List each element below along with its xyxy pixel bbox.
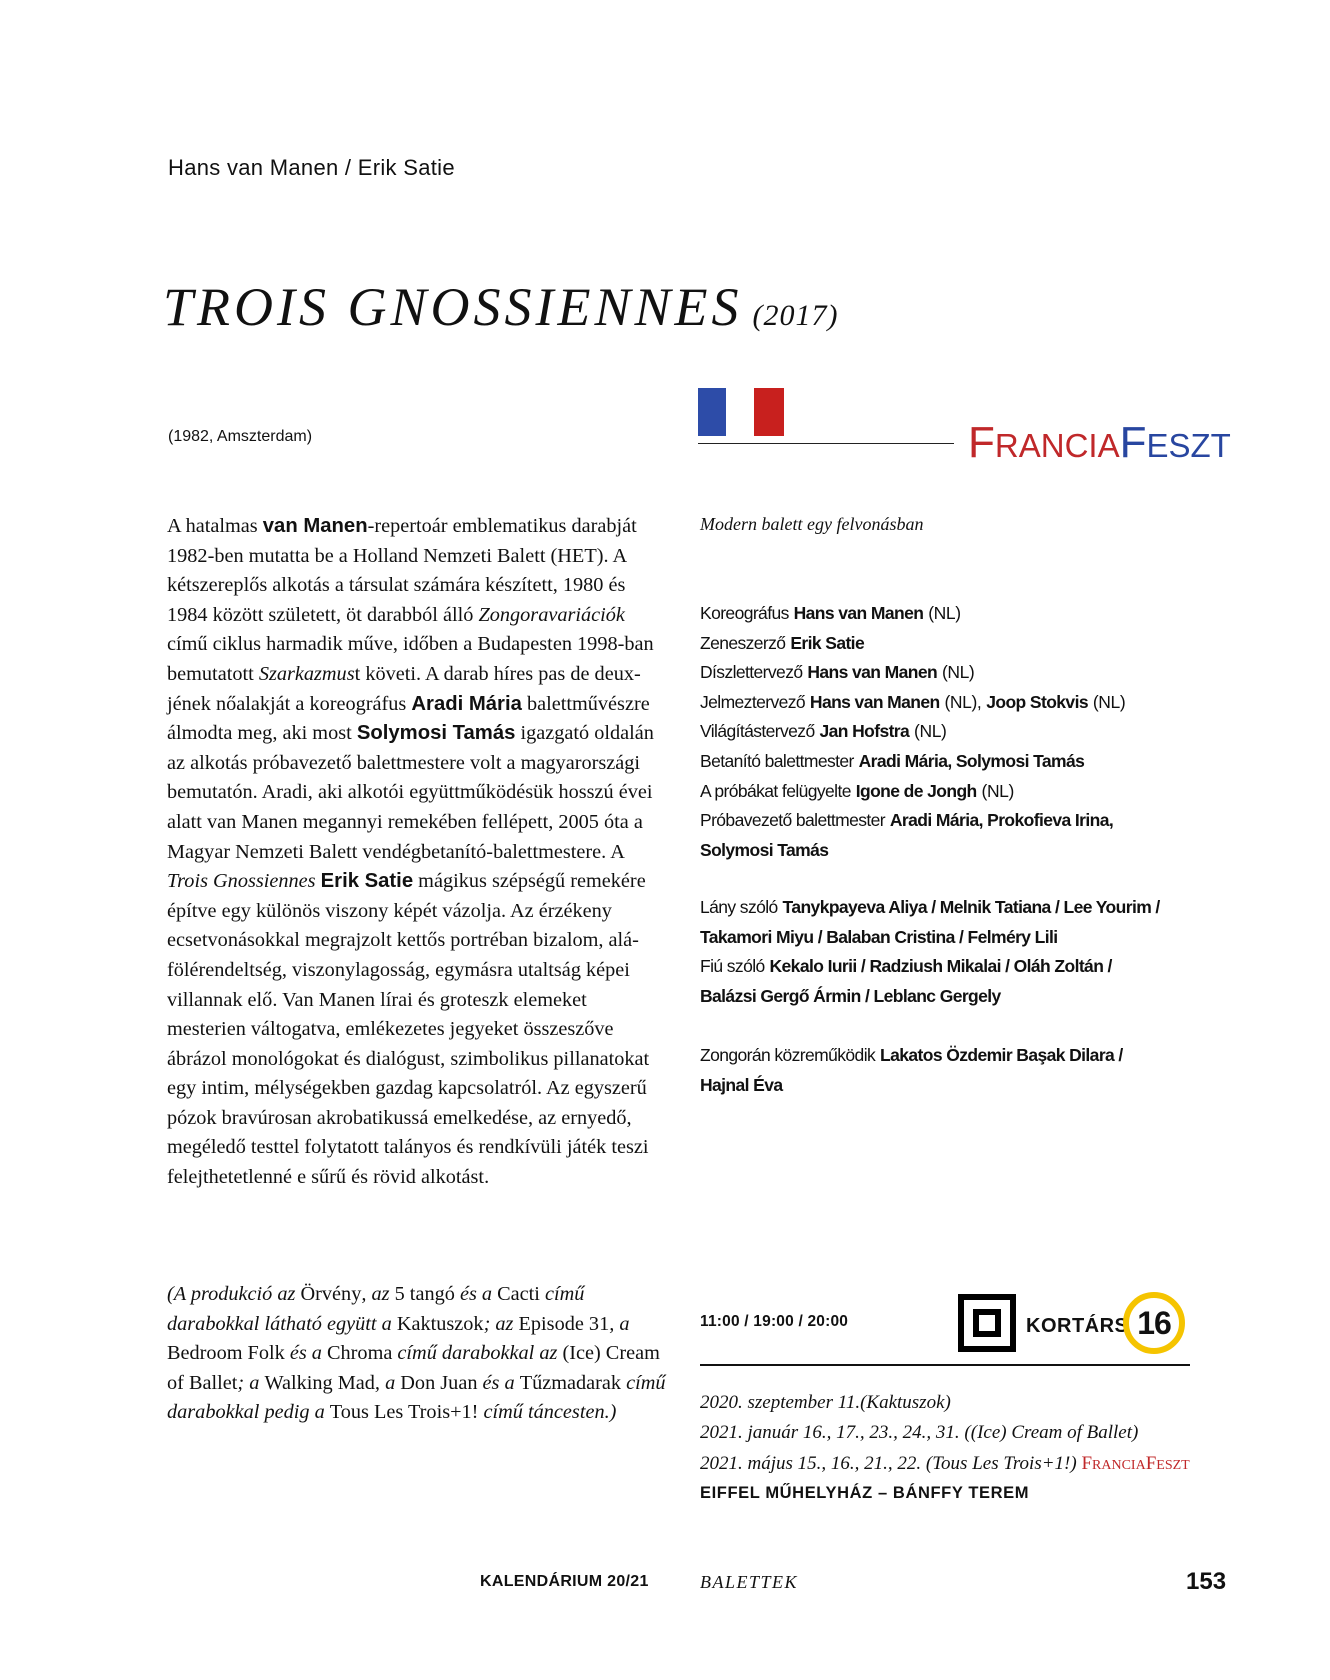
credit-supervisor: A próbákat felügyelte Igone de Jongh (NL) (700, 780, 1014, 801)
age-rating-value: 16 (1137, 1305, 1171, 1341)
franciafeszt-tag: FRANCIAFESZT (1081, 1453, 1190, 1474)
credit-teaching: Betanító balettmester Aradi Mária, Solymosi Tamás (700, 750, 1085, 771)
credit-set: Díszlettervező Hans van Manen (NL) (700, 662, 975, 683)
cast-girl-solo: Lány szóló Tanykpayeva Aliya / Melnik Tatiana / Lee Yourim / (700, 897, 1160, 917)
dates-divider (700, 1364, 1190, 1366)
credits-block (700, 599, 1260, 865)
kortars-square-icon (958, 1294, 1016, 1352)
french-flag-icon (698, 388, 784, 436)
performance-dates (700, 1388, 1190, 1481)
date-line-1: 2020. szeptember 11.(Kaktuszok) (700, 1392, 951, 1413)
title-year: (2017) (752, 299, 839, 332)
cast-boy-solo-cont: Balázsi Gergő Ármin / Leblanc Gergely (700, 985, 1001, 1006)
franciafeszt-logo: FRANCIAFESZT (968, 418, 1231, 467)
genre-subtitle: Modern balett egy felvonásban (700, 514, 924, 534)
date-line-3: 2021. május 15., 16., 21., 22. (Tous Les Trois+1!) FRANCIAFESZT (700, 1453, 1190, 1474)
page-title (163, 276, 838, 338)
credit-composer: Zeneszerző Erik Satie (700, 632, 865, 653)
piano-block (700, 1041, 1260, 1100)
production-note: (A produkció az Örvény, az 5 tangó és a Cacti című darabokkal látható együtt a Kaktuszok; az Episode 31, a Bedroom Folk és a Chroma című darabokkal az (Ice) Cream of Ballet; a Walking Mad, a Don Juan és a Tűzmadarak című darabokkal pedig a Tous Les Trois+1! című táncesten.) (167, 1283, 666, 1424)
credit-rehearsal: Próbavezető balettmester Aradi Mária, Prokofieva Irina, (700, 810, 1114, 831)
age-rating-badge (1123, 1292, 1185, 1354)
article-body: A hatalmas van Manen-repertoár emblematikus darabját 1982-ben mutatta be a Holland Nemzeti Balett (HET). A kétszereplős alkotás a társulat számára készített, 1980 és 1984 között született, öt darabból álló Zongoravariációk című ciklus harmadik műve, időben a Budapesten 1998-ban bemutatott Szarkazmust követi. A darab híres pas de deux-jének nőalakját a koreográfus Aradi Mária balettművészre álmodta meg, aki most Solymosi Tamás igazgató oldalán az alkotás próbavezető balettmestere volt a magyarországi bemutatón. Aradi, aki alkotói együttműködésük hosszú évei alatt van Manen megannyi remekében fellépett, 2005 óta a Magyar Nemzeti Balett vendégbetanító-balettmestere. A Trois Gnossiennes Erik Satie mágikus szépségű remekére építve egy különös viszony képét vázolja. Az érzékeny ecsetvonásokkal megrajzolt kettős portréban bizalom, alá-fölérendeltség, viszonylagosság, egymásra utaltság képei villannak elő. Van Manen lírai és groteszk elemeket mesterien váltogatva, emlékezetes jegyeket összeszőve ábrázol monológokat és dialógust, szimbolikus pillanatokat egy intim, mélységekben gazdag kapcsolatról. Az egyszerű pózok bravúrosan akrobatikussá emelkedése, az ernyedő, megéledő testtel folytatott talányos és rendkívüli játék teszi felejthetetlenné e sűrű és rövid alkotást. (167, 515, 654, 1189)
cast-girl-solo-cont: Takamori Miyu / Balaban Cristina / Felméry Lili (700, 926, 1058, 947)
footer-magazine: KALENDÁRIUM 20/21 (480, 1573, 649, 1590)
page-number: 153 (1186, 1568, 1227, 1595)
cast-boy-solo: Fiú szóló Kekalo Iurii / Radziush Mikalai / Oláh Zoltán / (700, 956, 1112, 977)
category-label: KORTÁRS (1026, 1315, 1129, 1337)
credit-choreographer: Koreográfus Hans van Manen (NL) (700, 603, 961, 623)
credit-piano-cont: Hajnal Éva (700, 1074, 783, 1095)
authors-line: Hans van Manen / Erik Satie (168, 155, 455, 180)
date-line-2: 2021. január 16., 17., 23., 24., 31. ((Ice) Cream of Ballet) (700, 1422, 1139, 1443)
credit-rehearsal-cont: Solymosi Tamás (700, 839, 829, 860)
credit-piano: Zongorán közreműködik Lakatos Özdemir Başak Dilara / (700, 1045, 1123, 1065)
footer-section: BALETTEK (700, 1572, 799, 1592)
brand-divider (698, 443, 954, 444)
credit-lighting: Világítástervező Jan Hofstra (NL) (700, 721, 947, 742)
cast-block (700, 893, 1260, 1011)
venue: EIFFEL MŰHELYHÁZ – BÁNFFY TEREM (700, 1484, 1030, 1502)
premiere-info: (1982, Amszterdam) (168, 428, 313, 445)
title-text: TROIS GNOSSIENNES (163, 277, 743, 337)
credit-costume: Jelmeztervező Hans van Manen (NL), Joop Stokvis (NL) (700, 691, 1126, 712)
showtimes: 11:00 / 19:00 / 20:00 (700, 1313, 849, 1330)
